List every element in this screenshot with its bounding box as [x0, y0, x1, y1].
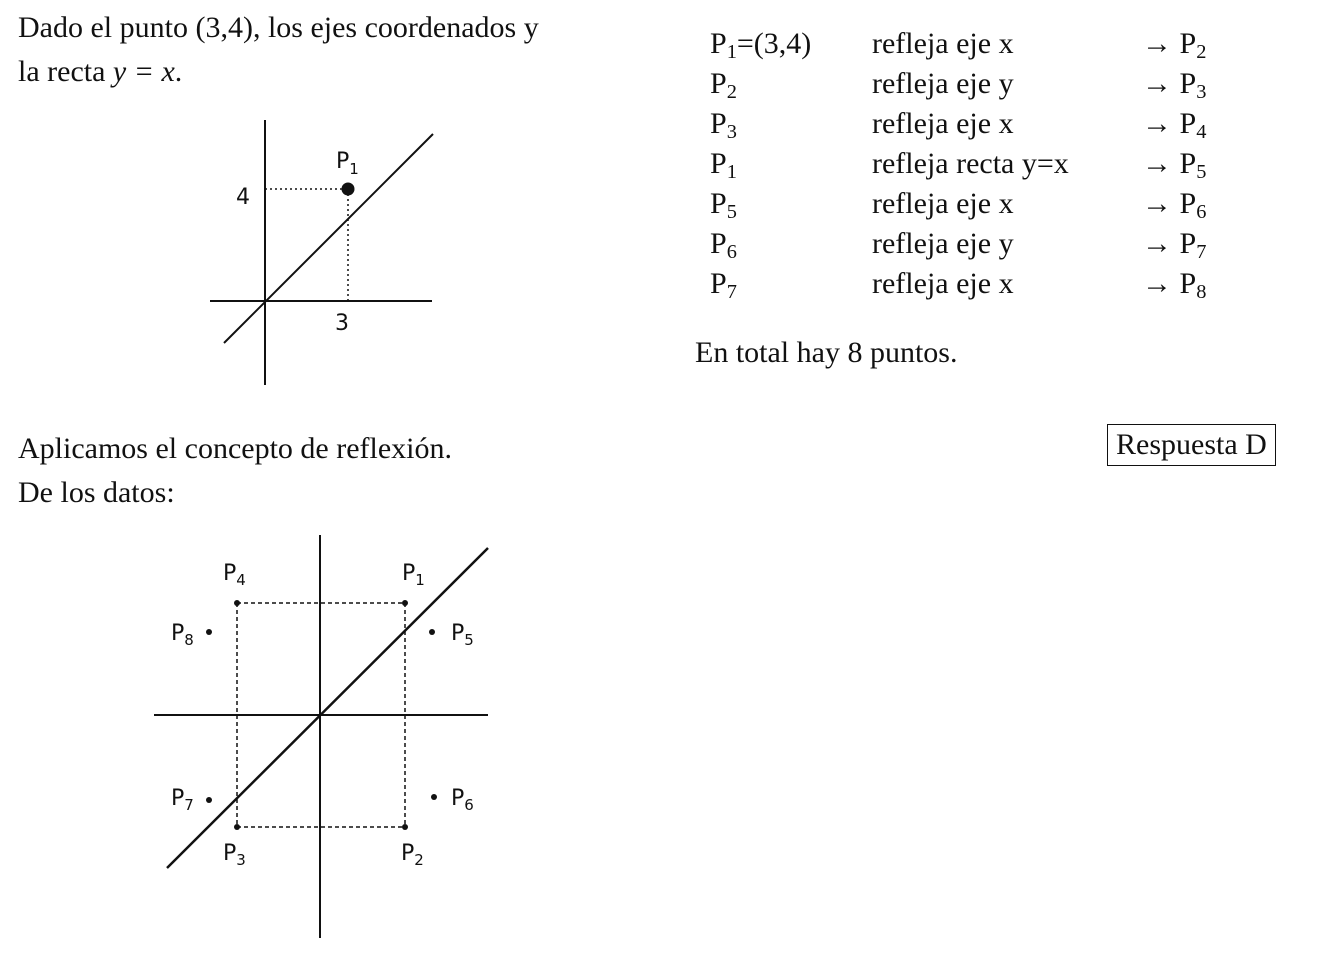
fig2-label-p2: $P_2$: [401, 841, 424, 869]
reflection-action: refleja eje x: [872, 27, 1014, 60]
figure-all-reflected-points: [150, 530, 500, 945]
reflection-action: refleja eje y: [872, 67, 1014, 100]
intro-line-2-suffix: .: [174, 55, 183, 88]
fig1-tick-3: 3: [335, 311, 349, 336]
reflection-result: → $P_5$: [1142, 147, 1207, 184]
fig2-point-p1: [402, 600, 408, 606]
reflection-result: → $P_3$: [1142, 67, 1207, 104]
total-points-text: En total hay 8 puntos.: [695, 336, 958, 369]
reflection-result: → $P_2$: [1142, 27, 1207, 64]
reflection-from: $P_2$: [710, 67, 737, 104]
intro-line-2-prefix: la recta: [18, 55, 113, 88]
figure-point-reflection-setup: [200, 110, 450, 400]
reflections-table: [710, 24, 1270, 314]
reflection-from: $P_7$: [710, 267, 737, 304]
concept-line-2: De los datos:: [18, 476, 175, 509]
reflection-result: → $P_4$: [1142, 107, 1207, 144]
reflection-action: refleja recta y=x: [872, 147, 1069, 180]
reflection-result: → $P_7$: [1142, 227, 1207, 264]
reflection-from: $P_1=(3,4)$: [710, 27, 812, 64]
fig2-label-p6: $P_6$: [451, 786, 474, 814]
answer-box: Respuesta D: [1107, 424, 1276, 466]
fig2-label-p8: $P_8$: [171, 621, 194, 649]
intro-line-1: Dado el punto (3,4), los ejes coordenados y: [18, 11, 539, 44]
reflection-action: refleja eje y: [872, 227, 1014, 260]
fig2-point-p4: [234, 600, 240, 606]
reflection-result: → $P_8$: [1142, 267, 1207, 304]
fig2-label-p4: $P_4$: [223, 561, 246, 589]
fig2-point-p3: [234, 824, 240, 830]
reflection-action: refleja eje x: [872, 187, 1014, 220]
reflection-from: $P_1$: [710, 147, 737, 184]
reflection-action: refleja eje x: [872, 107, 1014, 140]
reflection-result: → $P_6$: [1142, 187, 1207, 224]
fig2-point-p8: [206, 629, 212, 635]
fig2-label-p1: $P_1$: [402, 561, 425, 589]
reflection-from: $P_6$: [710, 227, 737, 264]
reflection-from: $P_5$: [710, 187, 737, 224]
concept-line-1: Aplicamos el concepto de reflexión.: [18, 432, 453, 465]
fig1-line-y-equals-x: [224, 134, 433, 343]
fig2-point-p7: [206, 797, 212, 803]
fig2-point-p6: [431, 794, 437, 800]
fig1-tick-4: 4: [236, 185, 250, 210]
fig2-point-p5: [429, 629, 435, 635]
fig2-point-p2: [402, 824, 408, 830]
reflection-action: refleja eje x: [872, 267, 1014, 300]
fig2-line-y-equals-x: [167, 548, 488, 868]
fig1-point-p1: [342, 183, 355, 196]
fig2-label-p5: $P_5$: [451, 621, 474, 649]
fig2-label-p7: $P_7$: [171, 786, 194, 814]
fig1-label-p1: $P_1$: [336, 149, 359, 178]
intro-line-2: [18, 52, 182, 92]
reflection-from: $P_3$: [710, 107, 737, 144]
fig2-label-p3: $P_3$: [223, 841, 246, 869]
intro-math-y-equals-x: y = x: [112, 55, 175, 88]
